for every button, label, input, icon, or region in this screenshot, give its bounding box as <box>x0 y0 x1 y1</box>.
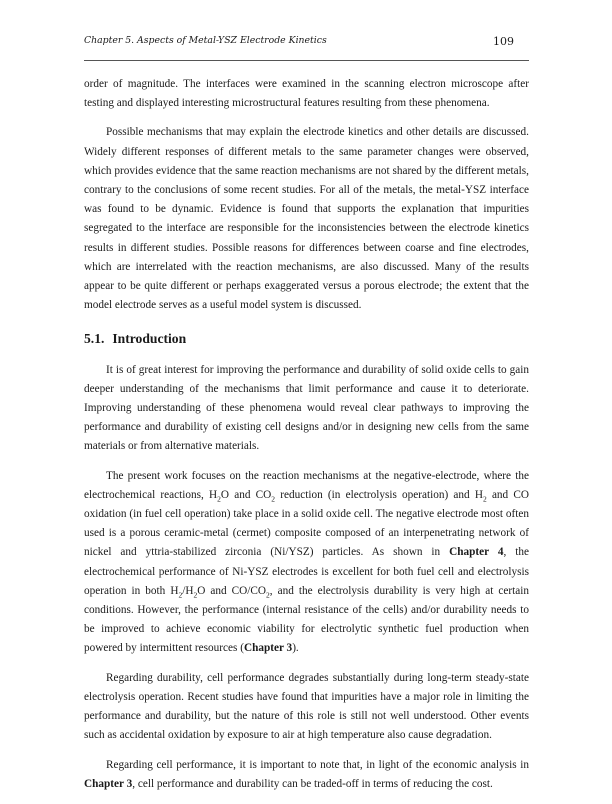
paragraph <box>84 756 529 794</box>
text-run: , cell performance and durability can be traded-off in terms of reducing the cost. <box>132 777 493 790</box>
subscript: 2 <box>483 494 487 504</box>
text-run: O and CO <box>220 488 272 501</box>
chapter-reference: Chapter 3 <box>243 642 293 655</box>
paragraph: Regarding durability, cell performance degrades substantially during long-term steady-state electrolysis operation. Recent studies have found that impurities have a major role in limiting the performance and durability, but the nature of this role is still not well understood. Other events such as accidental oxidation by exposure to air at high temperature also cause degradation. <box>84 671 529 742</box>
paragraph: Possible mechanisms that may explain the electrode kinetics and other details are discussed. Widely different responses of different metals to the same parameter changes were observed, which provides evidence that the same reaction mechanisms are not shared by the different metals, contrary to the conclusions of some recent studies. For all of the metals, the metal-YSZ interface was found to be dynamic. Evidence is found that supports the explanation that impurities segregated to the interface are responsible for the inconsistencies between the electrode kinetics results in different studies. Possible reasons for differences between coarse and fine electrodes, which are interrelated with the reaction mechanisms, are also discussed. Many of the results appear to be quite different or perhaps exaggerated versus a porous electrode; the extent that the model electrode serves as a useful model system is discussed. <box>84 126 529 312</box>
text-run: /H <box>182 584 194 597</box>
text-run: Regarding cell performance, it is important to note that, in light of the economic analysis in <box>106 758 529 771</box>
running-header <box>84 35 529 51</box>
subscript: 2 <box>193 590 198 600</box>
section-title: Introduction <box>112 331 187 347</box>
text-run: reduction (in electrolysis operation) and H <box>275 488 483 501</box>
subscript: 2 <box>178 590 183 600</box>
subscript: 2 <box>217 494 221 504</box>
chapter-reference: Chapter 3 <box>84 777 133 790</box>
header-rule <box>84 60 529 61</box>
paragraph: order of magnitude. The interfaces were examined in the scanning electron microscope after testing and displayed interesting microstructural features resulting from these phenomena. <box>84 78 529 110</box>
body-text <box>84 75 529 804</box>
chapter-title: Chapter 5. Aspects of Metal-YSZ Electrode Kinetics <box>84 35 327 46</box>
subscript: 2 <box>266 590 270 600</box>
text-run: , the electrochemical performance of Ni-YSZ electrodes is excellent for both fuel cell and electrolysis operation in both H <box>84 546 530 597</box>
chapter-reference: Chapter 4 <box>449 546 504 559</box>
page-number: 109 <box>493 35 514 48</box>
subscript: 2 <box>271 494 276 504</box>
section-number: 5.1. <box>84 331 105 347</box>
text-run: O and CO/CO <box>197 584 267 597</box>
text-run: and CO oxidation (in fuel cell operation) take place in a solid oxide cell. The negative electrode most often used is a porous ceramic-metal (cermet) composite composed of an interpenetrating network of nickel and yttria-stabilized zirconia (Ni/YSZ) particles. As shown in <box>84 488 530 559</box>
text-run: , and the electrolysis durability is very high at certain conditions. However, the performance (internal resistance of the cells) and/or durability needs to be improved to achieve economic viability for electrolytic synthetic fuel production when powered by intermittent resources ( <box>84 584 529 655</box>
section-heading <box>84 329 529 348</box>
paragraph: It is of great interest for improving the performance and durability of solid oxide cells to gain deeper understanding of the mechanisms that limit performance and cause it to deteriorate. Improving understanding of these phenomena would reveal clear pathways to improving the performance and durability of existing cell designs and/or in designing new cells from the same materials or from alternative materials. <box>84 363 529 453</box>
text-run: The present work focuses on the reaction mechanisms at the negative-electrode, where the electrochemical reactions, H <box>84 469 529 501</box>
paragraph <box>84 467 529 659</box>
text-run: ). <box>292 642 299 655</box>
